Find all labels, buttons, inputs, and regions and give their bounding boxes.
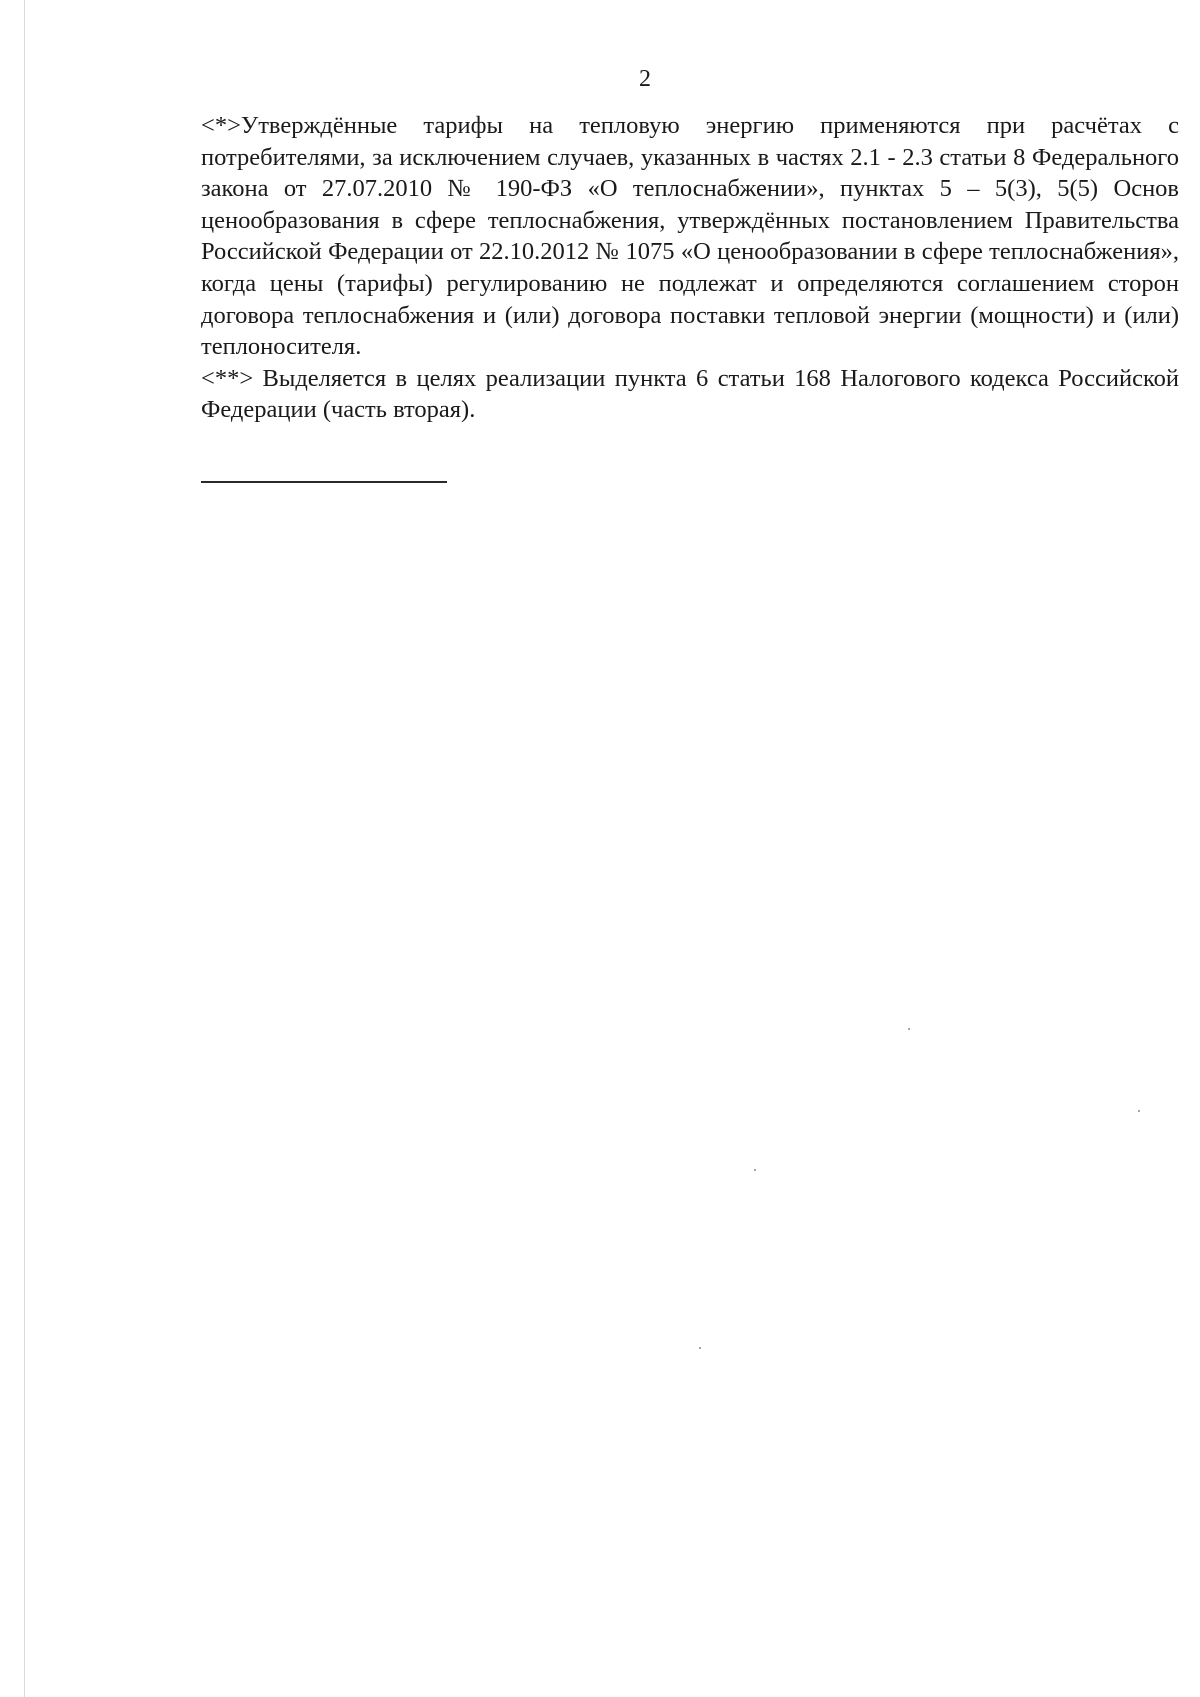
- page-number: 2: [639, 66, 651, 92]
- page-edge-line: [24, 0, 25, 1697]
- scan-speck: [908, 1028, 910, 1030]
- end-separator-line: [201, 481, 447, 483]
- scan-speck: [1138, 1110, 1140, 1112]
- footnote-vat: <**> Выделяется в целях реализации пункта 6 статьи 168 Налогового кодекса Российской Федерации (часть вторая).: [201, 364, 1179, 424]
- footnote-tariffs: <*>Утверждённые тарифы на тепловую энергию применяются при расчётах с потребителями, за исключением случаев, указанных в частях 2.1 - 2.3 статьи 8 Федерального закона от 27.07.2010 № 190-ФЗ «О теплоснабжении», пунктах 5 – 5(3), 5(5) Основ ценообразования в сфере теплоснабжения, утверждённых постановлением Правительства Российской Федерации от 22.10.2012 № 1075 «О ценообразовании в сфере теплоснабжения», когда цены (тарифы) регулированию не подлежат и определяются соглашением сторон договора теплоснабжения и (или) договора поставки тепловой энергии (мощности) и (или) теплоносителя.: [201, 112, 1179, 361]
- footnotes-block: [201, 110, 1179, 426]
- scan-speck: [754, 1169, 756, 1171]
- scan-speck: [699, 1347, 701, 1349]
